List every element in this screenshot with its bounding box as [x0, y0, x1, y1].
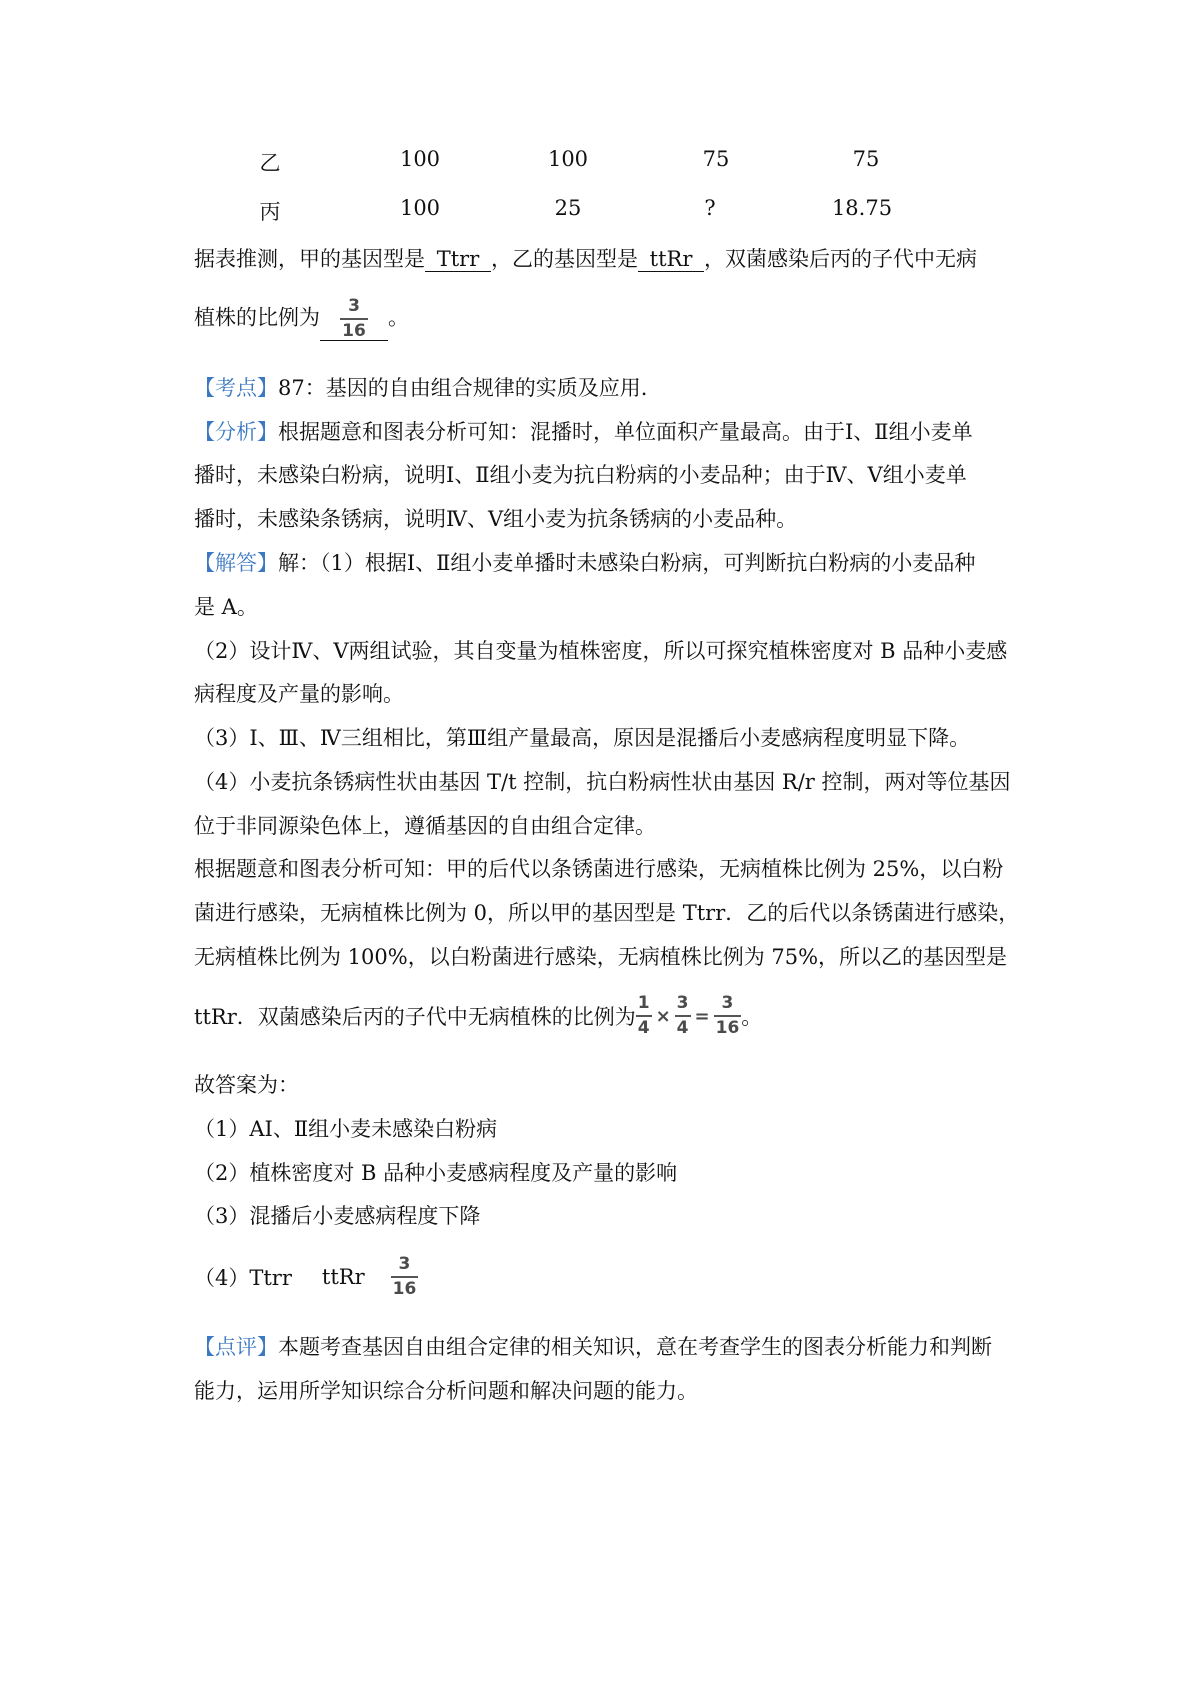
jieda-line-1: 【解答】解：（1）根据Ⅰ、Ⅱ组小麦单播时未感染白粉病，可判断抗白粉病的小麦品种 [194, 551, 976, 575]
table-cell: 18.75 [831, 196, 893, 220]
jieda-line-10: 无病植株比例为 100%，以白粉菌进行感染，无病植株比例为 75%，所以乙的基因型是 [194, 945, 1008, 969]
fenxi-line-1: 【分析】根据题意和图表分析可知：混播时，单位面积产量最高。由于Ⅰ、Ⅱ组小麦单 [194, 420, 973, 444]
fraction: $\frac{3}{16}$ [392, 1254, 417, 1299]
fraction: $\frac{3}{16}$ [715, 993, 740, 1038]
dianping-line-2: 能力，运用所学知识综合分析问题和解决问题的能力。 [194, 1379, 698, 1403]
table-cell: 100 [547, 147, 589, 171]
jieda-line-9: 菌进行感染，无病植株比例为 0，所以甲的基因型是 Ttrr．乙的后代以条锈菌进行感染， [194, 901, 1020, 925]
answer-blank-bing [320, 298, 388, 341]
answer-1: （1）AⅠ、Ⅱ组小麦未感染白粉病 [194, 1117, 498, 1141]
fraction: $\frac{1}{4}$ [637, 993, 650, 1038]
answer-2: （2）植株密度对 B 品种小麦感病程度及产量的影响 [194, 1161, 678, 1185]
table-cell: ? [704, 196, 716, 220]
kaodian-tag: 【考点】 [194, 376, 278, 400]
kaodian-line: 【考点】87：基因的自由组合规律的实质及应用. [194, 376, 648, 400]
jieda-line-6: （4）小麦抗条锈病性状由基因 T/t 控制，抗白粉病性状由基因 R/r 控制，两对等位基因 [194, 770, 1011, 794]
jieda-line-3: （2）设计Ⅳ、Ⅴ两组试验，其自变量为植株密度，所以可探究植株密度对 B 品种小麦感 [194, 639, 1008, 663]
fenxi-tag: 【分析】 [194, 420, 278, 444]
fenxi-line-3: 播时，未感染条锈病，说明Ⅳ、Ⅴ组小麦为抗条锈病的小麦品种。 [194, 507, 798, 531]
table-cell: 100 [399, 147, 441, 171]
equals-sign: = [694, 1005, 710, 1027]
answer-blank-yi: ttRr [638, 248, 704, 272]
jieda-line-5: （3）Ⅰ、Ⅲ、Ⅳ三组相比，第Ⅲ组产量最高，原因是混播后小麦感病程度明显下降。 [194, 726, 971, 750]
answer-blank-jia: Ttrr [425, 248, 491, 272]
jieda-line-11: ttRr．双菌感染后丙的子代中无病植株的比例为 $\frac{1}{4}$ × $\frac{3}{4}$ = $\frac{3}{16}$ 。 [194, 993, 763, 1038]
fraction: $\frac{3}{4}$ [676, 993, 689, 1038]
jieda-tag: 【解答】 [194, 551, 278, 575]
jieda-line-4: 病程度及产量的影响。 [194, 682, 404, 706]
fenxi-line-2: 播时，未感染白粉病，说明Ⅰ、Ⅱ组小麦为抗白粉病的小麦品种；由于Ⅳ、Ⅴ组小麦单 [194, 463, 967, 487]
dianping-line-1: 【点评】本题考查基因自由组合定律的相关知识，意在考查学生的图表分析能力和判断 [194, 1335, 992, 1359]
table-cell: 25 [554, 196, 582, 220]
row-label: 乙 [259, 151, 281, 175]
row-label: 丙 [259, 200, 281, 224]
jieda-line-2: 是 A。 [194, 595, 258, 619]
answer-3: （3）混播后小麦感病程度下降 [194, 1204, 481, 1228]
times-sign: × [655, 1005, 671, 1027]
jieda-line-8: 根据题意和图表分析可知：甲的后代以条锈菌进行感染，无病植株比例为 25%，以白粉 [194, 857, 1004, 881]
jieda-line-7: 位于非同源染色体上，遵循基因的自由组合定律。 [194, 814, 656, 838]
question-line-2: 植株的比例为 $\frac{3}{16}$ 。 [194, 296, 409, 341]
answers-intro: 故答案为： [194, 1073, 299, 1097]
fraction: $\frac{3}{16}$ [342, 296, 366, 341]
question-line-1: 据表推测，甲的基因型是 Ttrr ，乙的基因型是 ttRr ，双菌感染后丙的子代中无病 [194, 247, 977, 271]
table-cell: 100 [399, 196, 441, 220]
answer-4: （4）Ttrr ttRr $\frac{3}{16}$ [194, 1254, 417, 1299]
table-cell: 75 [852, 147, 880, 171]
table-cell: 75 [702, 147, 730, 171]
dianping-tag: 【点评】 [194, 1335, 278, 1359]
